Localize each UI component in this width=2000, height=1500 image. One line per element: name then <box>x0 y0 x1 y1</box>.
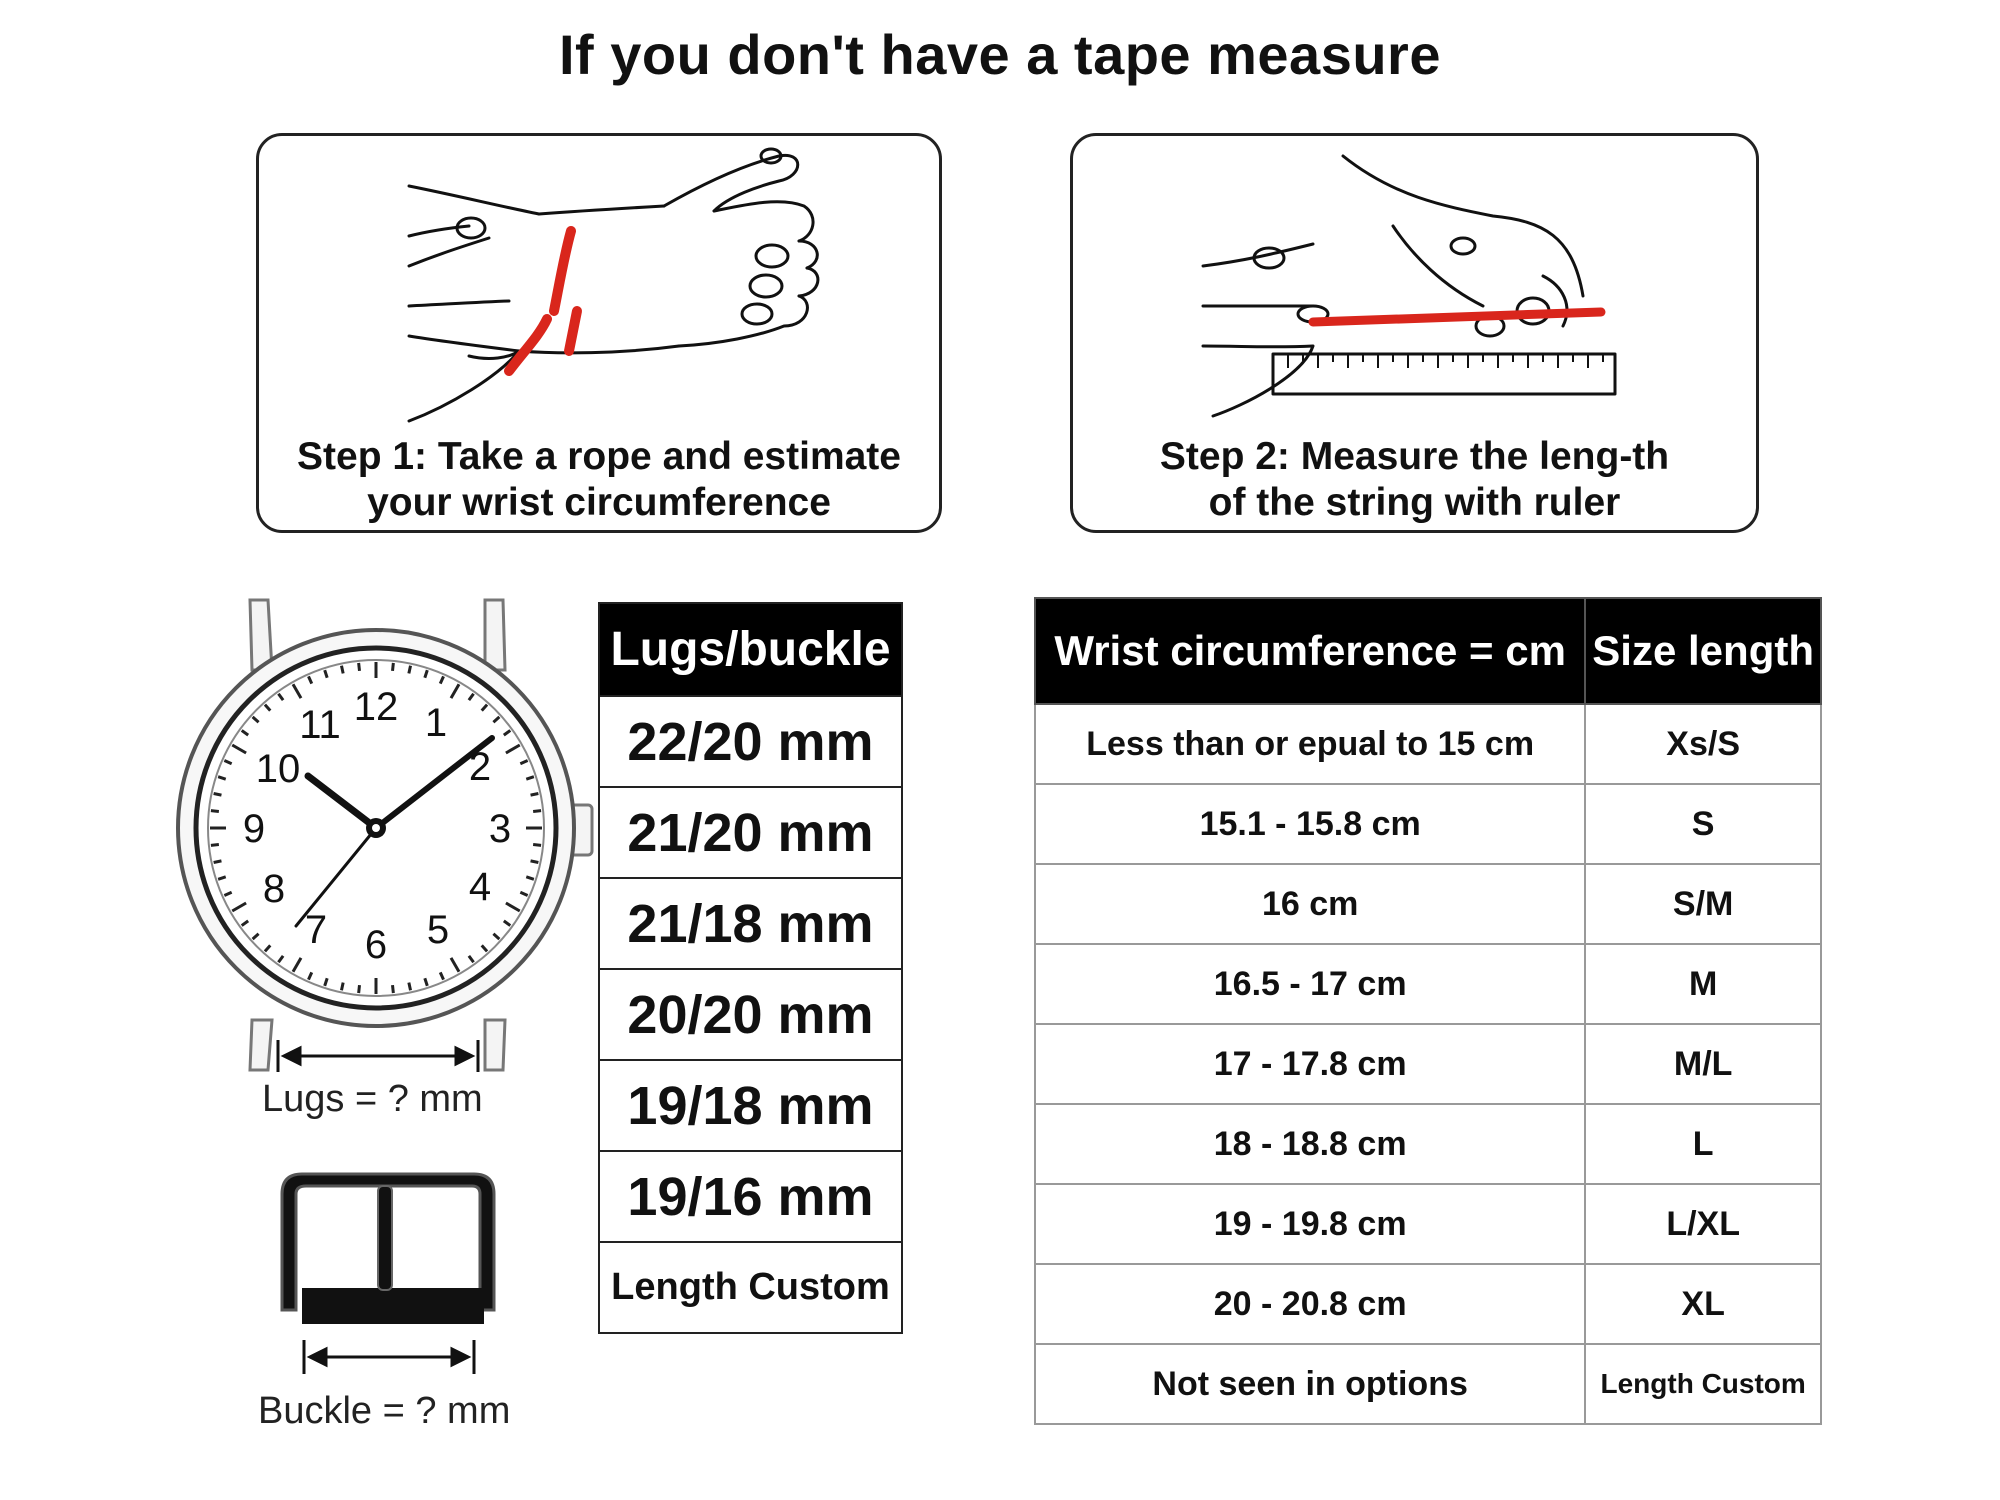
watch-number-1: 1 <box>424 701 448 745</box>
lugs-row: 22/20 mm <box>599 696 902 787</box>
watch-number-12: 12 <box>353 685 399 729</box>
watch-tick <box>211 845 219 846</box>
watch-number-10: 10 <box>255 747 301 791</box>
size-cell: S/M <box>1585 864 1821 944</box>
watch-tick <box>409 666 411 674</box>
size-table-header-wrist: Wrist circumference = cm <box>1035 598 1585 704</box>
watch-tick <box>214 861 222 863</box>
buckle-label: Buckle = ? mm <box>258 1390 511 1432</box>
step-2-card <box>1070 133 1759 533</box>
watch-tick <box>533 811 541 812</box>
size-cell-custom: Length Custom <box>1585 1344 1821 1424</box>
wrist-cell: 19 - 19.8 cm <box>1035 1184 1585 1264</box>
wrist-rope-illustration <box>259 136 939 436</box>
watch-tick <box>341 666 343 674</box>
lugs-row: 21/18 mm <box>599 878 902 969</box>
watch-tick <box>393 985 394 993</box>
size-cell: M <box>1585 944 1821 1024</box>
lugs-row: 20/20 mm <box>599 969 902 1060</box>
lugs-row-custom: Length Custom <box>599 1242 902 1333</box>
watch-diagram <box>160 580 620 1100</box>
watch-tick <box>531 861 539 863</box>
watch-number-7: 7 <box>304 908 328 952</box>
step-1-caption: Step 1: Take a rope and estimate your wrist circumference <box>297 435 901 524</box>
lugs-label: Lugs = ? mm <box>262 1078 483 1120</box>
size-table-header-size: Size length <box>1585 598 1821 704</box>
step-1-card <box>256 133 942 533</box>
watch-tick <box>531 793 539 795</box>
watch-number-9: 9 <box>242 807 266 851</box>
watch-number-8: 8 <box>262 867 286 911</box>
size-chart-table <box>1034 597 1822 1425</box>
size-cell: L/XL <box>1585 1184 1821 1264</box>
watch-tick <box>214 793 222 795</box>
wrist-cell: 17 - 17.8 cm <box>1035 1024 1585 1104</box>
wrist-cell: Not seen in options <box>1035 1344 1585 1424</box>
step-2-caption: Step 2: Measure the leng-th of the string with ruler <box>1159 435 1670 524</box>
wrist-cell: 18 - 18.8 cm <box>1035 1104 1585 1184</box>
lugs-row: 21/20 mm <box>599 787 902 878</box>
lugs-row: 19/16 mm <box>599 1151 902 1242</box>
watch-tick <box>393 663 394 671</box>
wrist-cell: 16.5 - 17 cm <box>1035 944 1585 1024</box>
size-cell: Xs/S <box>1585 704 1821 784</box>
wrist-cell: 20 - 20.8 cm <box>1035 1264 1585 1344</box>
size-cell: XL <box>1585 1264 1821 1344</box>
watch-tick <box>533 845 541 846</box>
page-title: If you don't have a tape measure <box>558 23 1441 86</box>
lugs-buckle-table <box>598 602 903 1334</box>
watch-number-3: 3 <box>488 807 512 851</box>
wrist-cell: 15.1 - 15.8 cm <box>1035 784 1585 864</box>
watch-number-11: 11 <box>299 703 341 747</box>
size-cell: L <box>1585 1104 1821 1184</box>
watch-number-6: 6 <box>364 923 388 967</box>
lugs-row: 19/18 mm <box>599 1060 902 1151</box>
watch-tick <box>359 985 360 993</box>
lugs-table-header: Lugs/buckle <box>599 603 902 696</box>
string-ruler-illustration <box>1073 136 1756 436</box>
watch-number-2: 2 <box>468 745 492 789</box>
watch-number-4: 4 <box>468 865 492 909</box>
size-cell: S <box>1585 784 1821 864</box>
buckle-diagram <box>262 1164 522 1384</box>
watch-tick <box>359 663 360 671</box>
wrist-cell: Less than or epual to 15 cm <box>1035 704 1585 784</box>
watch-number-5: 5 <box>426 908 450 952</box>
watch-tick <box>409 983 411 991</box>
size-cell: M/L <box>1585 1024 1821 1104</box>
watch-tick <box>341 983 343 991</box>
wrist-cell: 16 cm <box>1035 864 1585 944</box>
watch-tick <box>211 811 219 812</box>
